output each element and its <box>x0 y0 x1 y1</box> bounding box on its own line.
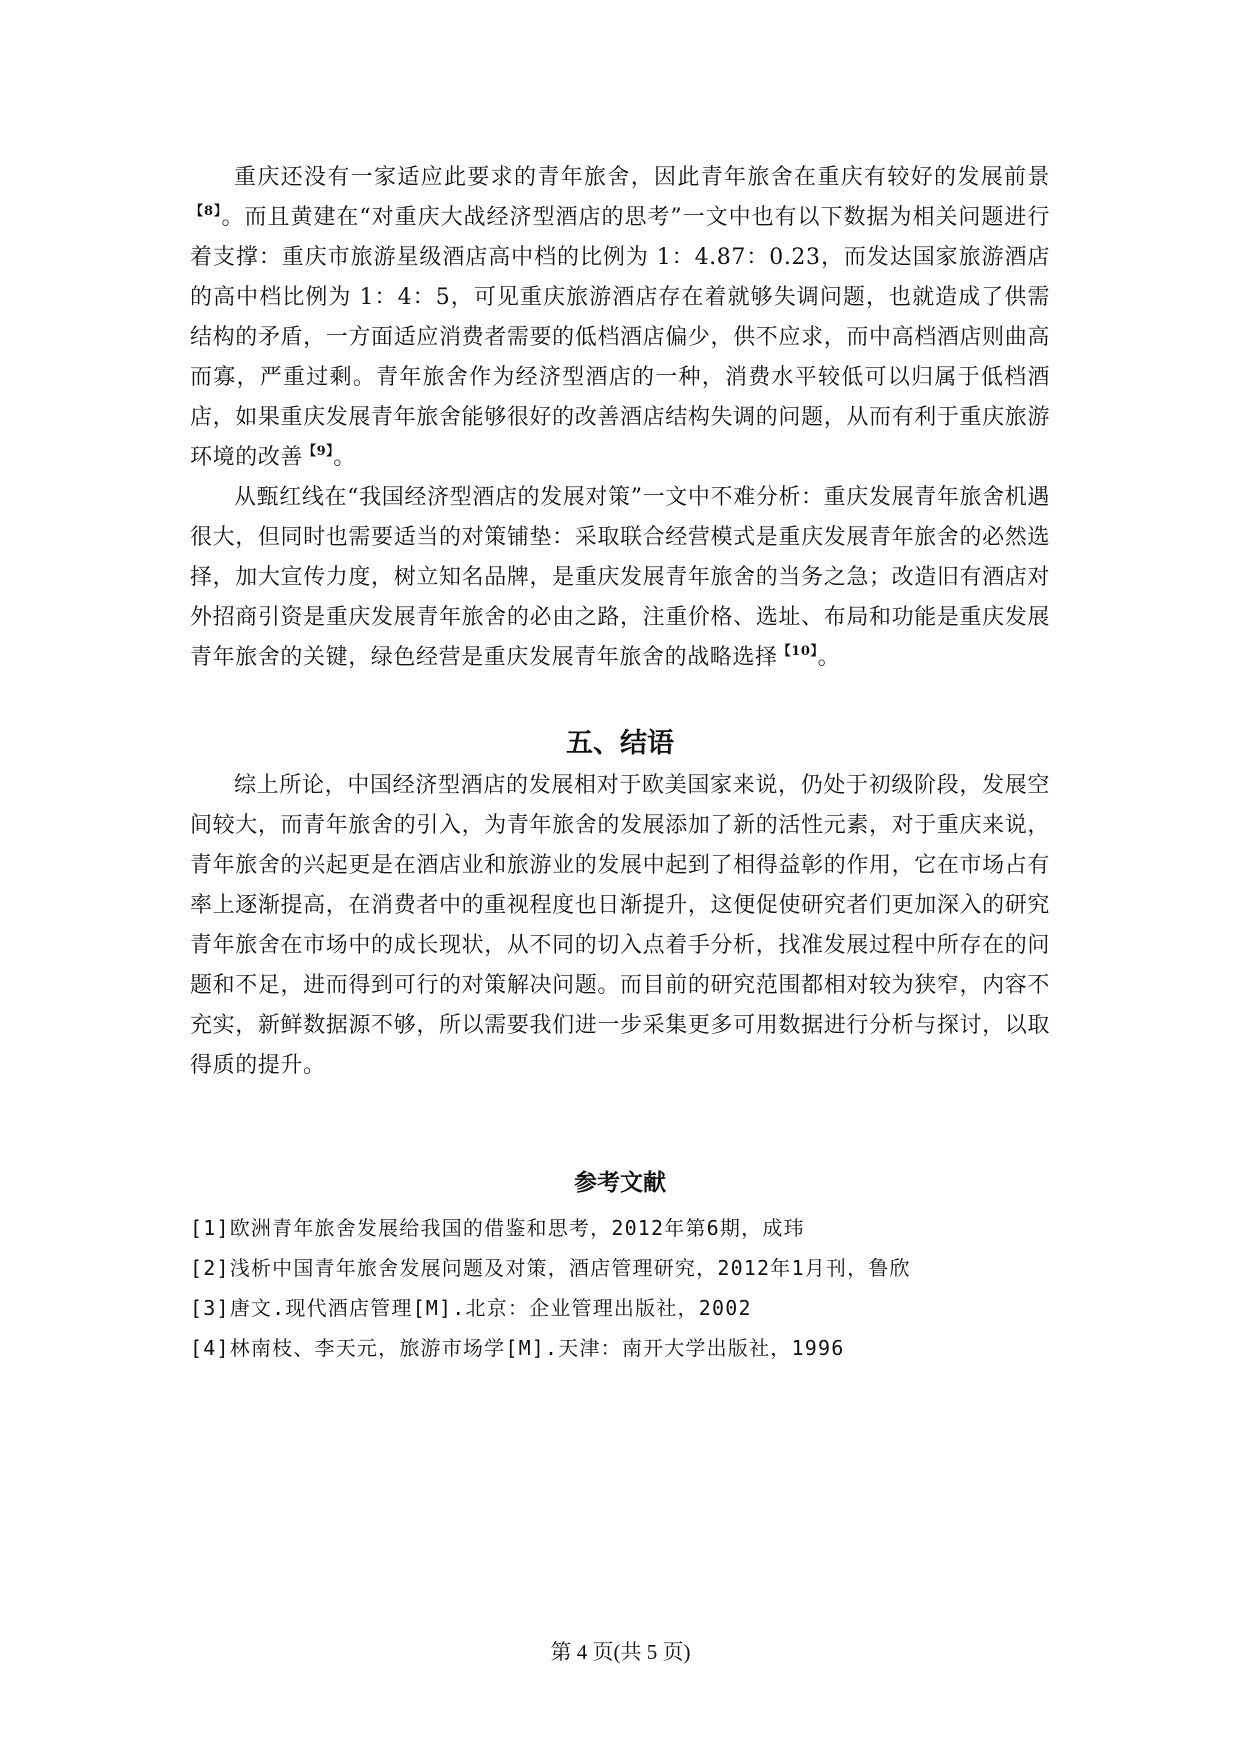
paragraph-chongqing-prospects <box>190 158 1050 478</box>
citation-10: 【10】 <box>777 644 818 659</box>
paragraph-text: 。 <box>817 645 841 670</box>
reference-item: [1]欧洲青年旅舍发展给我国的借鉴和思考，2012年第6期，成玮 <box>190 1216 805 1240</box>
reference-item: [3]唐文.现代酒店管理[M].北京：企业管理出版社，2002 <box>190 1296 752 1320</box>
references-list <box>190 1208 1050 1368</box>
references-title: 参考文献 <box>574 1170 666 1196</box>
page-body <box>190 158 1050 1368</box>
page-number-footer: 第 4 页(共 5 页) <box>550 1640 691 1664</box>
paragraph-strategies <box>190 478 1050 678</box>
paragraph-text: 重庆还没有一家适应此要求的青年旅舍，因此青年旅舍在重庆有较好的发展前景 <box>234 165 1050 190</box>
citation-9: 【9】 <box>303 444 334 459</box>
paragraph-text: 从甄红线在“我国经济型酒店的发展对策”一文中不难分析：重庆发展青年旅舍机遇很大，但同时也需要适当的对策铺垫：采取联合经营模式是重庆发展青年旅舍的必然选择，加大宣传力度，树立知名品牌，是重庆发展青年旅舍的当务之急；改造旧有酒店对外招商引资是重庆发展青年旅舍的必由之路，注重价格、选址、布局和功能是重庆发展青年旅舍的关键，绿色经营是重庆发展青年旅舍的战略选择 <box>190 485 1050 670</box>
reference-item: [4]林南枝、李天元，旅游市场学[M].天津：南开大学出版社，1996 <box>190 1336 845 1360</box>
reference-item: [2]浅析中国青年旅舍发展问题及对策，酒店管理研究，2012年1月刊，鲁欣 <box>190 1256 911 1280</box>
citation-8: 【8】 <box>190 204 222 219</box>
section-heading-conclusion: 五、结语 <box>566 728 674 759</box>
paragraph-text: 。 <box>333 445 356 470</box>
paragraph-text: 。而且黄建在“对重庆大战经济型酒店的思考”一文中也有以下数据为相关问题进行着支撑：重庆市旅游星级酒店高中档的比例为 1：4.87：0.23，而发达国家旅游酒店的高中档比例为 1：4：5，可见重庆旅游酒店存在着就够失调问题，也就造成了供需结构的矛盾，一方面适应消费者需要的低档酒店偏少，供不应求，而中高档酒店则曲高而寡，严重过剩。青年旅舍作为经济型酒店的一种，消费水平较低可以归属于低档酒店，如果重庆发展青年旅舍能够很好的改善酒店结构失调的问题，从而有利于重庆旅游环境的改善 <box>190 205 1050 470</box>
paragraph-conclusion: 综上所论，中国经济型酒店的发展相对于欧美国家来说，仍处于初级阶段，发展空间较大，而青年旅舍的引入，为青年旅舍的发展添加了新的活性元素，对于重庆来说，青年旅舍的兴起更是在酒店业和旅游业的发展中起到了相得益彰的作用，它在市场占有率上逐渐提高，在消费者中的重视程度也日渐提升，这便促使研究者们更加深入的研究青年旅舍在市场中的成长现状，从不同的切入点着手分析，找准发展过程中所存在的问题和不足，进而得到可行的对策解决问题。而目前的研究范围都相对较为狭窄，内容不充实，新鲜数据源不够，所以需要我们进一步采集更多可用数据进行分析与探讨，以取得质的提升。 <box>190 773 1050 1078</box>
